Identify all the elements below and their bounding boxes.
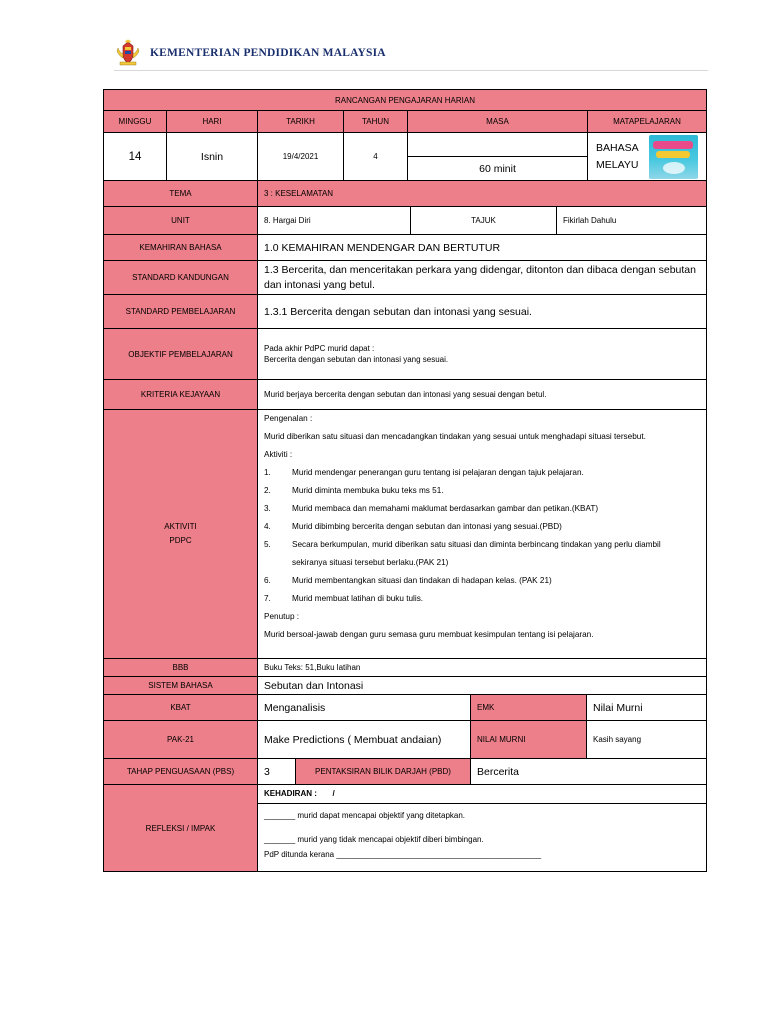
kriteria-label: KRITERIA KEJAYAAN [104, 380, 258, 409]
pak-value: Make Predictions ( Membuat andaian) [258, 721, 471, 758]
refleksi-line3: PdP ditunda kerana ______________________________________________ [264, 850, 542, 859]
refleksi-row [103, 785, 707, 872]
aktiviti-label-1: AKTIVITI [164, 522, 197, 531]
ministry-name: KEMENTERIAN PENDIDIKAN MALAYSIA [150, 47, 386, 59]
activity-step: 4. Murid dibimbing bercerita dengan sebutan dan intonasi yang sesuai.(PBD) [264, 522, 562, 531]
kemahiran-label: KEMAHIRAN BAHASA [104, 235, 258, 260]
aktiviti-sub-label: Aktiviti : [264, 450, 293, 459]
bbb-label: BBB [104, 659, 258, 676]
sistem-row [103, 677, 707, 695]
coat-of-arms-icon [114, 39, 142, 67]
tema-value: 3 : KESELAMATAN [258, 181, 706, 206]
sistem-label: SISTEM BAHASA [104, 677, 258, 694]
minggu-header: MINGGU [104, 111, 167, 132]
nilai-murni-label: NILAI MURNI [471, 721, 587, 758]
tema-row [103, 181, 707, 207]
sp-value: 1.3.1 Bercerita dengan sebutan dan intonasi yang sesuai. [264, 305, 532, 318]
tarikh-value: 19/4/2021 [258, 133, 344, 180]
kehadiran-text: KEHADIRAN : / [264, 789, 335, 798]
masa-header: MASA [408, 111, 588, 132]
tahun-value: 4 [344, 133, 408, 180]
minggu-value: 14 [104, 133, 167, 180]
pengenalan-label: Pengenalan : [264, 414, 313, 423]
header-row [103, 111, 707, 133]
tahap-row [103, 759, 707, 785]
kbat-label: KBAT [104, 695, 258, 720]
aktiviti-label-2: PDPC [169, 536, 192, 545]
sp-label: STANDARD PEMBELAJARAN [104, 295, 258, 328]
tajuk-value: Fikirlah Dahulu [563, 216, 617, 225]
nilai-murni-value: Kasih sayang [593, 735, 642, 744]
refleksi-content [258, 785, 706, 871]
kemahiran-value: 1.0 KEMAHIRAN MENDENGAR DAN BERTUTUR [264, 241, 501, 254]
pbd-value: Bercerita [477, 765, 520, 778]
tarikh-header: TARIKH [258, 111, 344, 132]
objektif-label: OBJEKTIF PEMBELAJARAN [104, 329, 258, 379]
aktiviti-row [103, 410, 707, 659]
tema-label: TEMA [104, 181, 258, 206]
objektif-line1: Pada akhir PdPC murid dapat : [264, 344, 375, 353]
refleksi-line1: _______ murid dapat mencapai objektif yang ditetapkan. [264, 811, 466, 820]
refleksi-line2: _______ murid yang tidak mencapai objektif diberi bimbingan. [264, 835, 484, 844]
textbook-cover-icon [649, 135, 698, 179]
penutup-text: Murid bersoal-jawab dengan guru semasa guru membuat kesimpulan tentang isi pelajaran. [264, 630, 594, 639]
unit-row [103, 207, 707, 235]
masa-blank [408, 133, 587, 157]
masa-value: 60 minit [479, 162, 516, 175]
activity-step: 1. Murid mendengar penerangan guru tentang isi pelajaran dengan tajuk pelajaran. [264, 468, 584, 477]
pbd-label: PENTAKSIRAN BILIK DARJAH (PBD) [296, 759, 471, 784]
hari-header: HARI [167, 111, 258, 132]
matapelajaran-header: MATAPELAJARAN [588, 111, 706, 132]
activity-step: 3. Murid membaca dan memahami maklumat berdasarkan gambar dan petikan.(KBAT) [264, 504, 599, 513]
bbb-value: Buku Teks: 51,Buku latihan [264, 663, 361, 672]
activity-step: 5. Secara berkumpulan, murid diberikan satu situasi dan diminta berbincang tindakan yang perlu diambil sekiranya situasi tersebut berlaku.(PAK 21) [264, 540, 661, 567]
pengenalan-text: Murid diberikan satu situasi dan mencadangkan tindakan yang sesuai untuk menghadapi situasi tersebut. [264, 432, 646, 441]
penutup-label: Penutup : [264, 612, 300, 621]
table-title-row [103, 89, 707, 111]
objektif-line2: Bercerita dengan sebutan dan intonasi yang sesuai. [264, 355, 449, 364]
unit-value: 8. Hargai Diri [258, 207, 411, 234]
masa-cell [408, 133, 588, 180]
info-row [103, 133, 707, 181]
tahap-label: TAHAP PENGUASAAN (PBS) [104, 759, 258, 784]
hari-value: Isnin [167, 133, 258, 180]
objektif-cell [258, 329, 706, 379]
objektif-row [103, 329, 707, 380]
bbb-row [103, 659, 707, 677]
unit-label: UNIT [104, 207, 258, 234]
sistem-value: Sebutan dan Intonasi [264, 679, 364, 692]
matapelajaran-cell [588, 133, 706, 180]
kriteria-value: Murid berjaya bercerita dengan sebutan dan intonasi yang sesuai dengan betul. [264, 390, 547, 399]
aktiviti-content [258, 410, 706, 658]
kemahiran-row [103, 235, 707, 261]
header-divider [114, 70, 708, 71]
lesson-plan-table [103, 89, 707, 872]
sp-row [103, 295, 707, 329]
pak-label: PAK-21 [104, 721, 258, 758]
sk-value: 1.3 Bercerita, dan menceritakan perkara yang didengar, ditonton dan dibaca dengan sebutan dan intonasi yang betul. [264, 263, 696, 291]
refleksi-label: REFLEKSI / IMPAK [104, 785, 258, 871]
ministry-header [114, 38, 386, 68]
kbat-value: Menganalisis [258, 695, 471, 720]
matapelajaran-value: BAHASA MELAYU [596, 141, 639, 171]
sk-label: STANDARD KANDUNGAN [104, 261, 258, 294]
plan-title: RANCANGAN PENGAJARAN HARIAN [104, 90, 706, 110]
emk-value: Nilai Murni [593, 701, 643, 714]
sk-row [103, 261, 707, 295]
tajuk-label: TAJUK [411, 207, 557, 234]
tahun-header: TAHUN [344, 111, 408, 132]
kbat-row [103, 695, 707, 721]
kriteria-row [103, 380, 707, 410]
aktiviti-label [104, 410, 258, 658]
tahap-value: 3 [258, 759, 296, 784]
activity-step: 6. Murid membentangkan situasi dan tindakan di hadapan kelas. (PAK 21) [264, 576, 552, 585]
emk-label: EMK [471, 695, 587, 720]
activity-step: 7. Murid membuat latihan di buku tulis. [264, 594, 424, 603]
pak-row [103, 721, 707, 759]
activity-step: 2. Murid diminta membuka buku teks ms 51. [264, 486, 444, 495]
